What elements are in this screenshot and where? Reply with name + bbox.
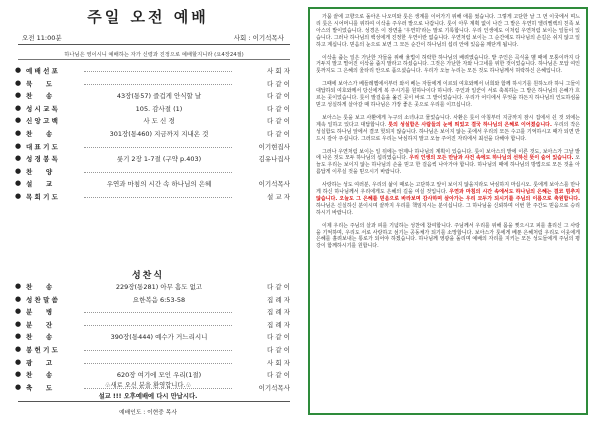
order-row — [14, 343, 294, 356]
order-content: 229장(통281) 아무 흠도 없고 — [115, 283, 203, 291]
order-content: 105. 감사절 (1) — [135, 104, 183, 113]
bullet-icon: ● — [14, 179, 22, 188]
order-label: 찬 송 — [26, 333, 53, 342]
sermon-text-panel — [308, 7, 588, 415]
bullet-icon: ● — [14, 345, 22, 353]
order-row — [14, 77, 294, 90]
order-person: 다 같 이 — [267, 346, 290, 354]
bullet-icon: ● — [14, 357, 22, 366]
order-person: 김유나집사 — [258, 155, 290, 164]
bullet-icon: ● — [14, 66, 22, 74]
bullet-icon: ● — [14, 319, 22, 328]
page-title: 주일 오전 예배 — [87, 8, 209, 26]
bullet-icon: ● — [14, 294, 22, 303]
highlighted-text: 룻의 성실함은 사람들의 눈에 띄었고 결국 하나님의 은혜로 이어졌습니다. — [388, 121, 552, 128]
dotted-leader — [84, 197, 232, 198]
divider — [18, 59, 290, 60]
service-leader: 사회 : 이기석목사 — [233, 34, 284, 42]
order-person: 이기현집사 — [258, 142, 290, 151]
sermon-text: 그러나 우연처럼 보이는 일 뒤에는 언제나 하나님의 계획이 있습니다. 룻이 보아스의 밭에 이른 것도, 보아스가 그날 밭에 나온 것도 모두 하나님의 섭리였습니다. — [316, 148, 580, 162]
order-row — [14, 318, 294, 331]
sermon-paragraph — [316, 223, 580, 251]
sermon-text: 사랑하는 성도 여러분, 우리의 삶이 때로는 고단하고 앞이 보이지 않을지라도 낙심하지 마십시오. 룻에게 보아스를 만나게 하신 하나님께서 우리에게도 은혜의 길을 여실 것입니다. — [316, 182, 580, 196]
order-row — [14, 114, 294, 127]
highlighted-text: 우리 인생의 모든 만남과 사건 속에도 하나님의 선하신 뜻이 숨어 있습니다. — [409, 155, 574, 162]
sermon-paragraph — [316, 115, 580, 143]
order-content: 620장 여기에 모인 우리(1절) — [116, 371, 202, 380]
order-person: 다 같 이 — [267, 283, 290, 291]
sermon-text: 오늘도 우리는 보이지 않는 하나님의 손을 믿고 한 걸음씩 나아가야 합니다. 하나님의 때에 하나님의 방법으로 모든 것을 아름답게 이루실 것을 믿으시기 바랍니다. — [316, 155, 580, 176]
order-label: 예 배 선 포 — [26, 67, 58, 75]
bullet-icon: ● — [14, 307, 22, 316]
bullet-icon: ● — [14, 382, 22, 391]
order-label: 찬 송 — [26, 283, 53, 291]
service-time: 오전 11:00분 — [22, 34, 62, 42]
bullet-icon: ● — [14, 116, 22, 125]
bullet-icon: ● — [14, 282, 22, 290]
order-person: 다 같 이 — [267, 117, 290, 126]
order-label: 설 교 — [26, 180, 53, 189]
order-label: 신 앙 고 백 — [26, 117, 58, 126]
order-label: 목 회 기 도 — [26, 193, 58, 201]
order-person: 다 같 이 — [267, 371, 290, 380]
order-label: 찬 송 — [26, 92, 53, 101]
sermon-paragraph — [316, 55, 580, 76]
sermon-text: 하나님은 신실하신 분이시며 끝까지 우리를 책임지시는 분이십니다. 그 하나님을 신뢰하며 이번 한 주간도 믿음으로 승리하시기 바랍니다. — [316, 202, 580, 216]
order-content: 룻기 2장 1-7절 (구약 p.403) — [116, 155, 202, 164]
order-row — [14, 305, 294, 318]
order-row — [14, 140, 294, 153]
bulletin-order-panel — [0, 0, 296, 424]
order-person: 다 같 이 — [267, 92, 290, 101]
intro-verse: 하나님은 영이시니 예배하는 자가 신령과 진정으로 예배할지니라 (요4장24절) — [64, 52, 244, 58]
order-label: 대 표 기 도 — [26, 142, 58, 151]
order-label: 봉 헌 기 도 — [26, 346, 58, 354]
order-person: 사 회 자 — [267, 358, 290, 367]
order-person: 다 같 이 — [267, 79, 290, 88]
dotted-leader — [84, 172, 232, 173]
order-label: 찬 송 — [26, 130, 53, 138]
order-row — [14, 165, 294, 178]
bullet-icon: ● — [14, 154, 22, 163]
pastor-credit: 예배인도 : 이현중 목사 — [119, 410, 177, 416]
welcome-note: ♧새로 오신 분을 환영합니다.♧ — [104, 382, 192, 389]
order-person: 다 같 이 — [267, 333, 290, 342]
order-row — [14, 356, 294, 369]
sermon-paragraph — [316, 81, 580, 109]
order-row — [14, 280, 294, 293]
order-label: 분 잔 — [26, 320, 53, 329]
order-label: 축 도 — [26, 383, 53, 392]
divider — [18, 44, 290, 45]
order-row — [14, 89, 294, 102]
order-label: 성 찬 말 씀 — [26, 295, 58, 304]
highlighted-text: 우연과 마침의 시간 속에서도 하나님의 은혜는 결코 멈추지 않습니다. 오늘도 그 은혜를 믿음으로 바라보며 감사하며 살아가는 우리 모두가 되시기를 주님의 이름으로 축원합니다. — [316, 189, 580, 202]
bullet-icon: ● — [14, 103, 22, 112]
sermon-text: 가뭄 끝에 고향으로 돌아온 나오미와 룻은 생계를 이어가기 위해 애를 썼습니다. 그렇게 고단한 날 그 먼 이국에서 며느리 룻은 시어머니를 위하여 이삭을 주우러 밭으로 나갑니다. 룻이 아무 계획 없이 나간 그 밭은 우연히 엘리멜렉의 친족 보아스의 밭이었습니다. 성경은 이 장면을 '우연히'라는 말로 기록합니다. 우리 인생에도 이처럼 우연처럼 보이는 일들이 있습니다. 그러나 하나님의 백성에게 진정한 우연이란 없습니다. 우연처럼 보이는 그 순간에도 하나님의 손길은 쉬지 않고 일하고 계십니다. 믿음의 눈으로 보면 그 모든 순간이 하나님의 섭리 안에 있음을 깨닫게 됩니다. — [316, 14, 580, 48]
dotted-leader — [84, 147, 232, 148]
sermon-paragraph — [316, 182, 580, 217]
order-content: 301장(통460) 지금까지 지내온 것 — [109, 130, 209, 138]
order-content: 요한복음 6:53-58 — [132, 295, 186, 304]
sermon-text: 이삭을 줍는 일은 가난한 자들을 위해 율법이 허락한 하나님의 배려였습니다. 밭 주인은 곡식을 벨 때에 모퉁이까지 다 거두지 말고 떨어진 이삭을 줍지 말라고 하셨습니다. 그것은 가난한 자와 나그네를 위한 것이었습니다. 하나님은 모압 여인 룻까지도 그 은혜의 울타리 안으로 품으셨습니다. 우리가 오늘 누리는 모든 것도 하나님께서 허락하신 은혜입니다. — [316, 54, 580, 75]
sermon-text: 우리의 작은 성실함도 하나님 앞에서 결코 헛되지 않습니다. 하나님은 보이지 않는 곳에서 우리의 모든 수고를 기억하시고 때가 되면 반드시 갚아 주십니다. 그러므로 우리는 낙심하지 말고 오늘 주어진 자리에서 최선을 다해야 합니다. — [316, 121, 580, 142]
order-row — [14, 177, 294, 190]
order-label: 묵 도 — [26, 79, 53, 88]
sermon-text: 이제 우리는 주님의 살과 피를 기념하는 성찬에 참여합니다. 주님께서 우리를 위해 몸을 찢으시고 피를 흘리신 그 사랑을 기억하며, 우리도 서로 사랑하고 섬기는 공동체가 되기를 소망합니다. 보아스가 룻에게 베푼 은혜처럼 우리도 이웃에게 은혜를 흘려보내는 통로가 되어야 하겠습니다. 하나님께 영광을 돌리며 예배의 자리를 지키는 모든 성도들에게 주님의 평강이 함께하시기를 원합니다. — [316, 222, 580, 250]
dotted-leader — [84, 363, 232, 364]
bullet-icon: ● — [14, 166, 22, 175]
order-person: 다 같 이 — [267, 104, 290, 113]
order-person: 집 례 자 — [267, 295, 290, 304]
order-label: 성 시 교 독 — [26, 104, 58, 113]
order-person: 집 례 자 — [267, 308, 290, 317]
order-row — [14, 102, 294, 115]
dotted-leader — [84, 325, 232, 326]
sermon-text: 보아스는 룻을 보고 사환에게 누구의 소녀냐고 물었습니다. 사환은 룻이 아침부터 지금까지 잠시 집에서 쉰 것 외에는 계속 일하고 있다고 대답합니다. — [316, 114, 580, 128]
order-person: 다 같 이 — [267, 130, 290, 138]
bullet-icon: ● — [14, 91, 22, 100]
bullet-icon: ● — [14, 192, 22, 200]
order-content: 43장(통57) 즐겁게 안식할 날 — [116, 92, 202, 101]
bullet-icon: ● — [14, 141, 22, 150]
order-row — [14, 127, 294, 140]
order-content: 390장(통444) 예수가 거느리시니 — [110, 333, 208, 342]
order-label: 성 경 봉 독 — [26, 155, 58, 164]
order-row — [14, 64, 294, 77]
order-person: 집 례 자 — [267, 320, 290, 329]
order-row — [14, 152, 294, 165]
order-person: 설 교 자 — [267, 193, 290, 201]
order-person: 이기석목사 — [258, 180, 290, 189]
order-content: 사 도 신 경 — [143, 117, 175, 126]
bullet-icon: ● — [14, 129, 22, 137]
bullet-icon: ● — [14, 370, 22, 379]
order-person: 사 회 자 — [267, 67, 290, 75]
bullet-icon: ● — [14, 332, 22, 341]
dotted-leader — [84, 312, 232, 313]
order-content: 우연과 마침의 시간 속 하나님의 은혜 — [106, 180, 212, 189]
divider — [18, 401, 290, 402]
dotted-leader — [84, 71, 232, 72]
order-label: 광 고 — [26, 358, 53, 367]
dotted-leader — [84, 350, 232, 351]
dotted-leader — [84, 84, 232, 85]
order-row — [14, 190, 294, 203]
section-title: 성찬식 — [131, 271, 165, 281]
order-row — [14, 330, 294, 343]
sermon-paragraph — [316, 149, 580, 177]
order-label: 찬 송 — [26, 371, 53, 380]
sermon-text: 그때에 보아스가 베들레헴에서부터 와서 베는 자들에게 이르되 여호와께서 너희와 함께 하시기를 원하노라 하니 그들이 대답하되 여호와께서 당신에게 복 주시기를 원하나이다 하니라. 주인과 일꾼이 서로 축복하는 그 밭은 하나님의 은혜가 흐르는 곳이었습니다. 룻이 발걸음을 옮긴 곳이 바로 그 밭이었습니다. 우리가 어디에서 무엇을 하든지 하나님의 인도하심을 믿고 성실하게 살아갈 때 하나님은 가장 좋은 곳으로 우리를 이끄십니다. — [316, 81, 580, 108]
order-label: 분 병 — [26, 308, 53, 317]
order-person: 이기석목사 — [258, 383, 290, 392]
sermon-paragraph — [316, 14, 580, 49]
bullet-icon: ● — [14, 78, 22, 87]
closing-note: 설교 !!! 오후예배에 다시 만납시다. — [98, 393, 198, 400]
order-label: 찬 양 — [26, 167, 53, 176]
order-row — [14, 293, 294, 306]
